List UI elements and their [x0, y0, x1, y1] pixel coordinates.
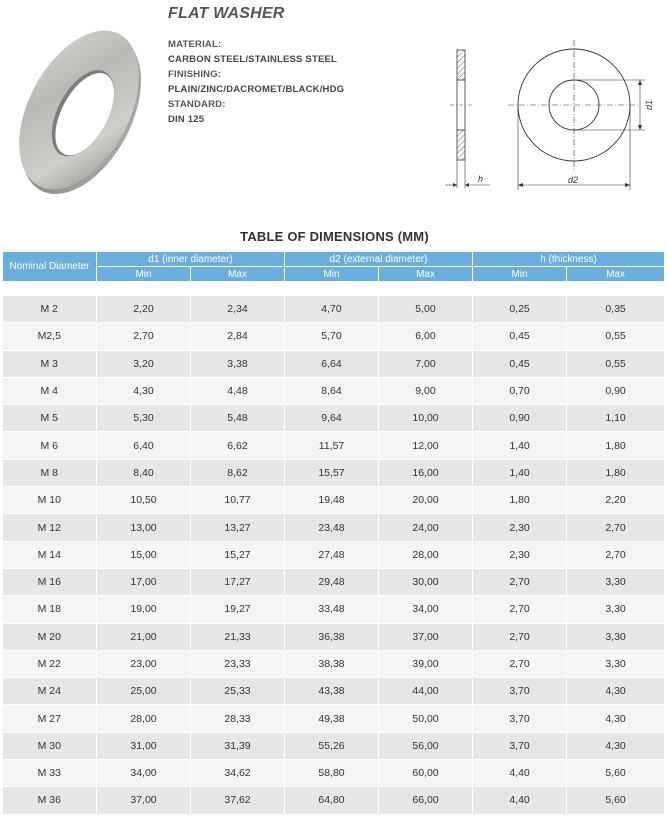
table-row	[3, 487, 665, 514]
cell-d2-max: 6,00	[379, 323, 473, 350]
cell-d2-max: 24,00	[379, 514, 473, 541]
cell-d1-min: 2,20	[97, 296, 191, 323]
cell-d2-max: 34,00	[379, 596, 473, 623]
cell-h-min: 2,70	[473, 623, 567, 650]
cell-nominal: M 24	[3, 678, 97, 705]
cell-d1-max: 31,39	[191, 732, 285, 759]
cell-h-min: 3,70	[473, 705, 567, 732]
cell-nominal: M 14	[3, 541, 97, 568]
cell-d1-min: 37,00	[97, 787, 191, 814]
cell-d1-min: 5,30	[97, 405, 191, 432]
cell-d2-max: 10,00	[379, 405, 473, 432]
cell-nominal: M 22	[3, 650, 97, 677]
cell-nominal: M 6	[3, 432, 97, 459]
cell-h-max: 0,90	[567, 377, 665, 404]
table-row	[3, 350, 665, 377]
header-d2-max: Max	[379, 267, 473, 282]
cell-nominal: M 16	[3, 568, 97, 595]
cell-d2-max: 12,00	[379, 432, 473, 459]
cell-h-max: 3,30	[567, 650, 665, 677]
header-nominal: Nominal Diameter	[3, 252, 97, 282]
cell-d1-min: 28,00	[97, 705, 191, 732]
cell-nominal: M 18	[3, 596, 97, 623]
cell-h-max: 4,30	[567, 678, 665, 705]
header-d1-min: Min	[97, 267, 191, 282]
front-view	[508, 40, 654, 190]
cell-d1-min: 8,40	[97, 459, 191, 486]
cell-d1-max: 5,48	[191, 405, 285, 432]
cell-d2-min: 43,38	[285, 678, 379, 705]
d1-dimension-label: d1	[644, 99, 654, 110]
cell-d1-min: 21,00	[97, 623, 191, 650]
cell-d1-max: 6,62	[191, 432, 285, 459]
header-h-max: Max	[567, 267, 665, 282]
header-d1-max: Max	[191, 267, 285, 282]
cell-d2-min: 27,48	[285, 541, 379, 568]
cell-nominal: M 5	[3, 405, 97, 432]
cell-h-min: 0,70	[473, 377, 567, 404]
table-row	[3, 296, 665, 323]
standard-label: STANDARD:	[168, 99, 226, 110]
table-row	[3, 405, 665, 432]
cell-h-min: 2,70	[473, 650, 567, 677]
cell-d2-max: 50,00	[379, 705, 473, 732]
cell-d1-max: 28,33	[191, 705, 285, 732]
cell-h-max: 1,10	[567, 405, 665, 432]
cell-d1-min: 25,00	[97, 678, 191, 705]
cell-nominal: M 3	[3, 350, 97, 377]
cell-d2-max: 30,00	[379, 568, 473, 595]
cell-d2-max: 56,00	[379, 732, 473, 759]
table-row	[3, 678, 665, 705]
cell-h-min: 4,40	[473, 787, 567, 814]
cell-d2-max: 39,00	[379, 650, 473, 677]
cell-d2-max: 5,00	[379, 296, 473, 323]
cell-h-max: 4,30	[567, 732, 665, 759]
cell-h-min: 2,70	[473, 596, 567, 623]
cell-h-max: 3,30	[567, 596, 665, 623]
cell-d1-min: 2,70	[97, 323, 191, 350]
cell-h-min: 0,45	[473, 350, 567, 377]
cell-d2-min: 23,48	[285, 514, 379, 541]
cell-d2-min: 55,26	[285, 732, 379, 759]
cell-d1-max: 8,62	[191, 459, 285, 486]
cell-h-max: 3,30	[567, 568, 665, 595]
washer-photo	[4, 18, 154, 203]
cell-h-min: 3,70	[473, 678, 567, 705]
cell-d2-min: 4,70	[285, 296, 379, 323]
cell-d2-max: 9,00	[379, 377, 473, 404]
cell-h-max: 2,70	[567, 541, 665, 568]
cell-d2-min: 29,48	[285, 568, 379, 595]
table-row	[3, 732, 665, 759]
cell-d1-min: 13,00	[97, 514, 191, 541]
cell-h-min: 0,45	[473, 323, 567, 350]
cell-nominal: M 30	[3, 732, 97, 759]
cell-h-max: 0,35	[567, 296, 665, 323]
cell-d1-min: 6,40	[97, 432, 191, 459]
cell-d2-min: 58,80	[285, 760, 379, 787]
cell-d2-max: 44,00	[379, 678, 473, 705]
cell-d1-max: 17,27	[191, 568, 285, 595]
table-row	[3, 650, 665, 677]
table-body	[3, 282, 665, 815]
cell-h-max: 1,80	[567, 459, 665, 486]
cell-d1-min: 15,00	[97, 541, 191, 568]
cell-d2-min: 49,38	[285, 705, 379, 732]
table-row	[3, 459, 665, 486]
cell-h-max: 0,55	[567, 323, 665, 350]
d2-dimension-label: d2	[568, 175, 579, 185]
dimensions-table	[2, 251, 665, 815]
cell-d1-min: 10,50	[97, 487, 191, 514]
cell-d1-max: 21,33	[191, 623, 285, 650]
header-d1: d1 (inner diameter)	[97, 252, 285, 267]
table-row	[3, 705, 665, 732]
cell-d2-min: 8,64	[285, 377, 379, 404]
cell-d2-max: 60,00	[379, 760, 473, 787]
cell-d1-max: 4,48	[191, 377, 285, 404]
table-row	[3, 541, 665, 568]
table-row	[3, 568, 665, 595]
cell-d2-max: 37,00	[379, 623, 473, 650]
cell-d2-min: 64,80	[285, 787, 379, 814]
standard-value: DIN 125	[168, 114, 205, 125]
cell-d1-max: 37,62	[191, 787, 285, 814]
cell-d1-min: 4,30	[97, 377, 191, 404]
cell-d2-min: 11,57	[285, 432, 379, 459]
cell-d2-min: 15,57	[285, 459, 379, 486]
cell-h-min: 1,40	[473, 459, 567, 486]
cell-d1-max: 10,77	[191, 487, 285, 514]
cell-nominal: M 10	[3, 487, 97, 514]
cell-h-max: 0,55	[567, 350, 665, 377]
cell-d1-max: 34,62	[191, 760, 285, 787]
cell-nominal: M 12	[3, 514, 97, 541]
cell-h-min: 0,25	[473, 296, 567, 323]
technical-drawing	[440, 40, 662, 195]
cell-h-min: 1,40	[473, 432, 567, 459]
cell-h-min: 2,30	[473, 541, 567, 568]
table-title: TABLE OF DIMENSIONS (MM)	[240, 229, 429, 244]
cell-h-min: 2,30	[473, 514, 567, 541]
table-row	[3, 760, 665, 787]
cell-d2-min: 36,38	[285, 623, 379, 650]
cell-h-max: 4,30	[567, 705, 665, 732]
cell-d2-min: 6,64	[285, 350, 379, 377]
cell-d2-max: 66,00	[379, 787, 473, 814]
cell-d2-min: 9,64	[285, 405, 379, 432]
cell-nominal: M 8	[3, 459, 97, 486]
material-value: CARBON STEEL/STAINLESS STEEL	[168, 54, 338, 65]
cell-d1-min: 31,00	[97, 732, 191, 759]
cell-d1-min: 23,00	[97, 650, 191, 677]
table-row	[3, 432, 665, 459]
cell-d1-max: 15,27	[191, 541, 285, 568]
cell-d1-max: 13,27	[191, 514, 285, 541]
cell-d1-max: 2,84	[191, 323, 285, 350]
material-label: MATERIAL:	[168, 39, 222, 50]
product-specs	[168, 37, 344, 127]
table-row	[3, 787, 665, 814]
cell-nominal: M 20	[3, 623, 97, 650]
cell-h-min: 1,80	[473, 487, 567, 514]
cell-h-max: 3,30	[567, 623, 665, 650]
cell-d2-min: 38,38	[285, 650, 379, 677]
cell-h-min: 3,70	[473, 732, 567, 759]
cell-h-max: 1,80	[567, 432, 665, 459]
finishing-value: PLAIN/ZINC/DACROMET/BLACK/HDG	[168, 84, 345, 95]
cell-d1-min: 19,00	[97, 596, 191, 623]
cell-nominal: M 2	[3, 296, 97, 323]
cell-nominal: M 27	[3, 705, 97, 732]
table-row	[3, 514, 665, 541]
cell-nominal: M2,5	[3, 323, 97, 350]
cell-h-min: 4,40	[473, 760, 567, 787]
cell-h-min: 0,90	[473, 405, 567, 432]
header-h: h (thickness)	[473, 252, 665, 267]
header-d2: d2 (external diameter)	[285, 252, 473, 267]
cell-d1-max: 25,33	[191, 678, 285, 705]
cell-d2-max: 16,00	[379, 459, 473, 486]
table-row	[3, 623, 665, 650]
cell-nominal: M 36	[3, 787, 97, 814]
table-row	[3, 323, 665, 350]
cell-d2-max: 20,00	[379, 487, 473, 514]
cell-h-max: 5,60	[567, 760, 665, 787]
side-view	[445, 50, 490, 188]
cell-d2-min: 33,48	[285, 596, 379, 623]
cell-d1-min: 34,00	[97, 760, 191, 787]
cell-d2-min: 5,70	[285, 323, 379, 350]
table-row	[3, 377, 665, 404]
header-d2-min: Min	[285, 267, 379, 282]
cell-d1-min: 17,00	[97, 568, 191, 595]
cell-d1-max: 23,33	[191, 650, 285, 677]
cell-d1-max: 19,27	[191, 596, 285, 623]
cell-h-max: 2,70	[567, 514, 665, 541]
cell-d1-max: 3,38	[191, 350, 285, 377]
cell-h-min: 2,70	[473, 568, 567, 595]
product-title: FLAT WASHER	[168, 5, 285, 22]
cell-d2-min: 19,48	[285, 487, 379, 514]
cell-nominal: M 4	[3, 377, 97, 404]
cell-d2-max: 28,00	[379, 541, 473, 568]
h-dimension-label: h	[478, 174, 484, 184]
cell-d2-max: 7,00	[379, 350, 473, 377]
finishing-label: FINISHING:	[168, 69, 222, 80]
cell-nominal: M 33	[3, 760, 97, 787]
table-row	[3, 596, 665, 623]
header-h-min: Min	[473, 267, 567, 282]
cell-h-max: 2,20	[567, 487, 665, 514]
cell-d1-max: 2,34	[191, 296, 285, 323]
cell-h-max: 5,60	[567, 787, 665, 814]
cell-d1-min: 3,20	[97, 350, 191, 377]
